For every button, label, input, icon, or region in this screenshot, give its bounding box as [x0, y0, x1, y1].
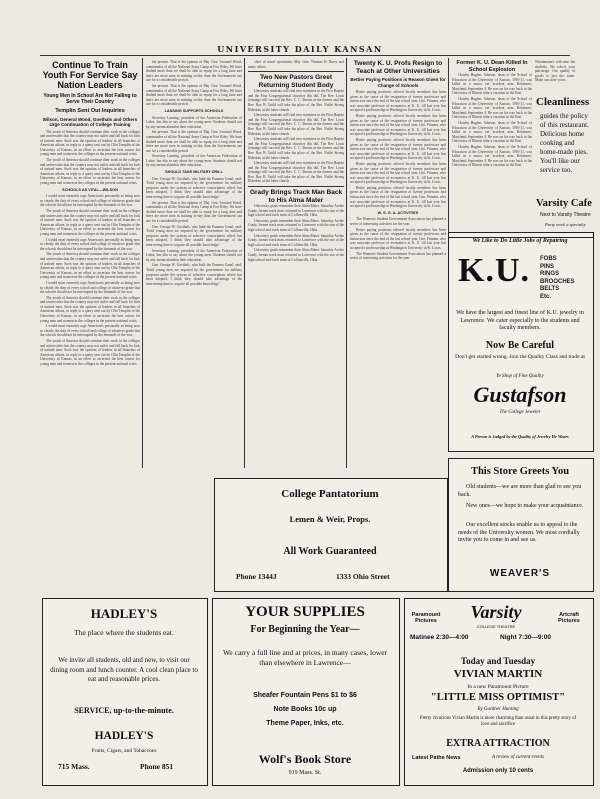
ad-hadleys-service: SERVICE, up-to-the-minute.: [74, 706, 174, 715]
ad-pantatorium-address: 1333 Ohio Street: [336, 572, 390, 581]
ad-pantatorium-title: College Pantatorium: [281, 488, 379, 500]
article-body: Gen. George W. Goethals, who built the Panama Canal, said: 'Until young men are required by the government for military purposes under the system of selective conscription which has been adopted, I think they should take advantage of the intervening time to acquire all possible knowledge.': [146, 263, 242, 286]
ad-ku-slogan: Now Be Careful: [485, 340, 555, 351]
ad-cleanliness-title: Cleanliness: [536, 96, 590, 108]
ad-supplies-body: We carry a full line and at prices, in many cases, lower than elsewhere in Lawrence—: [222, 648, 388, 667]
ad-varsity-night: Night 7:30—9:00: [500, 634, 551, 641]
ad-supplies-item: Note Books 10c up: [273, 706, 337, 713]
crosshead: LANSING SUPPORTS SCHOOLS: [164, 108, 224, 113]
article-body: Better paying positions offered faculty members has been given as the cause of the resignation of twenty professors and instructors since the end of the last school year. Geo. Putnam, who was associate professor of economics at K. U. till last year has accepted a professorship at Washington University in St. Louis.: [350, 137, 446, 161]
ad-ku-body: We have the largest and finest line of K.U. jewelry in Lawrence. We cater especially to the students and faculty members.: [456, 310, 584, 331]
crosshead: W. S. G. A. ACTIVITIES: [377, 210, 419, 215]
crosshead: SHOULD TAKE MILITARY DRILL: [165, 170, 223, 175]
article-body: Secretary Lansing, president of the American Federation of Labor, has this to say about the young men: Students should not by any means abandon their education.: [146, 154, 242, 168]
article-body: the present. That is the opinion of Maj. Gen. Leonard Wood, commander of all the National Army Camp at Fort Riley. We have drafted more than we shall be able to equip for a long time and there are more men in training to-day than the Government can use for a considerable period.: [146, 200, 242, 223]
ad-supplies-item: Theme Paper, Inks, etc.: [266, 720, 344, 727]
ad-ku-item: BROOCHES: [540, 278, 575, 285]
ad-ku-shop-intro: Ye Shop of Fine Quality: [496, 374, 544, 379]
subhead-wilson: Wilson, General Wood, Goethals and Others Urge Continuation of College Training: [42, 116, 138, 127]
ad-varsity-left: Paramount Pictures: [411, 612, 441, 624]
ad-supplies-store-name: Wolf's Book Store: [258, 752, 352, 766]
ad-ku-shop-name: Gustafson: [473, 382, 567, 407]
ad-ku-item: BELTS: [540, 286, 560, 292]
ad-varsity-blurb: Pretty vivacious Vivian Martin is more charming than usual in this pretty story of love and sacrifice: [419, 716, 577, 727]
article-body: chief of naval operations; Maj. Gen. Thomas H. Barry and many others.: [248, 60, 344, 69]
ad-hadleys-body: We invite all students, old and new, to visit our dining room and lunch counter. A cool clean place to eat and reasonable prices.: [50, 656, 198, 683]
article-divider: [248, 71, 344, 72]
ad-weavers-p1: Old students—we are more than glad to see you back.: [458, 484, 582, 498]
ad-intro: Windemann's welcome the students. We solicit your patronage. Our quality of goods is just the same. Make our store yours.: [535, 60, 575, 83]
ad-varsity-star: VIVIAN MARTIN: [453, 668, 543, 680]
ad-hadleys-title: HADLEY'S: [90, 606, 158, 621]
ad-varsity-in: In a new Paramount Picture: [467, 684, 529, 690]
ad-varsity-logo-sub: COLLEGE THEATRE: [476, 624, 516, 629]
article-body: Secretary Lansing, president of the American Federation of Labor, has this to say about the young men: Students should not by any means abandon their education.: [146, 115, 242, 129]
article-body: The youth of America should continue their work in the colleges and universities that the country may not suffer and fall back for lack of trained men. Such was the opinion of leaders in all branches of American affairs, in reply to a query sent out by Olin Templin of the University of Kansas, in an effort to ascertain the best course for young men and women in the colleges in the present national crisis.: [40, 129, 140, 157]
ad-supplies-item: Sheafer Fountain Pens $1 to $6: [253, 692, 357, 699]
ad-hadleys: [42, 598, 208, 786]
article-body: The youth of America should continue their work in the colleges and universities that the country may not suffer and fall back for lack of trained men. Such was the opinion of leaders in all branches of American affairs, in reply to a query sent out by Olin Templin of the University of Kansas, in an effort to ascertain the best course for young men and women in the colleges in the present national crisis.: [40, 158, 140, 186]
ad-cafe-location: Next to Varsity Theatre: [540, 212, 591, 218]
ad-varsity-extra: EXTRA ATTRACTION: [446, 738, 550, 749]
ad-cafe-note: Party work a specialty: [545, 222, 586, 227]
article-column-3: [248, 60, 344, 468]
column-rule: [448, 58, 449, 248]
ad-weavers-p3: Our excellent stocks enable us to appeal to the needs of the University women. We most cordially invite you to come in and see us.: [458, 522, 580, 543]
article-column-5: [452, 60, 532, 250]
article-body: University grads remember their Alma Mater. Saturday Archie Grady, former track man, returned to Lawrence with the star of the high school and track team of Collinsville, Okla.: [248, 233, 344, 247]
article-body: Better paying positions offered faculty members has been given as the cause of the resignation of twenty professors and instructors since the end of the last school year. Geo. Putnam, who was associate professor of economics at K. U. till last year has accepted a professorship at Washington University in St. Louis.: [350, 90, 446, 113]
article-body: Better paying positions offered faculty members has been given as the cause of the resignation of twenty professors and instructors since the end of the last school year. Geo. Putnam, who was associate professor of economics at K. U. till last year has accepted a professorship at Washington University in St. Louis.: [350, 227, 446, 250]
article-column-4: [350, 60, 446, 468]
ad-pantatorium-names: Lemen & Weir, Props.: [289, 514, 371, 524]
article-body: the present. That is the opinion of Maj. Gen. Leonard Wood, commander of all the National Army Camp at Fort Riley. We have drafted more than we shall be able to equip for a long time and there are more men in training to-day than the Government can use for a considerable period.: [146, 83, 242, 107]
article-body: I would most earnestly urge American's personally as being now so clearly the duty of every school and college of whatever grade that the schools should not be interrupted by the demands of the war.: [40, 324, 140, 338]
article-body: University grads remember their Alma Mater. Saturday Archie Grady, former track man, returned to Lawrence with the star of the high school and track team of Collinsville, Okla.: [248, 204, 344, 218]
ad-hadleys-phone: Phone 851: [140, 762, 174, 771]
subhead-young-men: Young Men In School Are Not Falling to Serve Their Country: [43, 93, 137, 105]
ad-ku-item: Etc.: [540, 293, 552, 300]
ad-ku-tagline: We Like to Do Little Jobs of Repairing: [472, 238, 568, 244]
ad-pantatorium-guarantee: All Work Guaranteed: [283, 546, 377, 557]
subhead-better-paying: Bettier Paying Positions is Reason Given for Change of Schools: [350, 77, 446, 88]
article-body: Charles Hughes Johnson, dean of the School of Education at the University of Kansas, 1910-11, was killed in a motor car accident near Baltimore, Maryland, September 4. He was on his way back to the University of Illinois after a vacation in the East.: [452, 96, 532, 120]
article-body: The youth of America should continue their work in the colleges and universities that the country may not suffer and fall back for lack of trained men. Such was the opinion of leaders in all branches of American affairs, in reply to a query sent out by Olin Templin of the University of Kansas, in an effort to ascertain the best course for young men and women in the colleges in the present national crisis.: [40, 209, 140, 236]
article-body: Gen. George W. Goethals, who built the Panama Canal, said: 'Until young men are required by the government for military purposes under the system of selective conscription which has been adopted, I think they should take advantage of the intervening time to acquire all possible knowledge.': [146, 224, 242, 247]
ad-pantatorium-phone: Phone 1344J: [236, 572, 277, 581]
ad-supplies-title: YOUR SUPPLIES: [245, 604, 365, 620]
article-body: Charles Hughes Johnson, dean of the School of Education at the University of Kansas, 1910-11, was killed in a motor car accident near Baltimore, Maryland, September 4. He was on his way back to the University of Illinois after a vacation in the East.: [452, 120, 532, 144]
article-body: The youth of America should continue their work in the colleges and universities that the country may not suffer and fall back for lack of trained men. Such was the opinion of leaders in all branches of American affairs, in reply to a query sent out by Olin Templin of the University of Kansas, in an effort to ascertain the best course for young men and women in the colleges in the present national crisis.: [40, 252, 140, 280]
column-rule: [244, 58, 245, 468]
article-body: The youth of America should continue their work in the colleges and universities that the country may not suffer and fall back for lack of trained men. Such was the opinion of leaders in all branches of American affairs, in reply to a query sent out by Olin Templin of the University of Kansas, in an effort to ascertain the best course for young men and women in the colleges in the present national crisis.: [40, 295, 140, 323]
ad-ku-items: [540, 256, 590, 301]
article-column-1: [40, 60, 140, 580]
ad-hadleys-sub: Fruits, Cigars, and Tobaccoes: [91, 748, 157, 754]
article-body: Gen. George W. Goethals, who built the Panama Canal, said: 'Until young men are required by the government for military purposes under the system of selective conscription which has been adopted, I think they should take advantage of the intervening time to acquire all possible knowledge.': [146, 176, 242, 200]
ad-varsity-review: A review of current events: [492, 755, 545, 760]
article-body: Charles Hughes Johnson, dean of the School of Education at the University of Kansas, 1910-11, was killed in a motor car accident near Baltimore, Maryland, September 4. He was on his way back to the University of Illinois after a vacation in the East.: [452, 73, 532, 96]
ad-varsity-admission: Admission only 10 cents: [462, 768, 534, 774]
headline-train-youth: Continue To Train Youth For Service Say Nation Leaders: [42, 60, 138, 90]
ad-varsity-latest: Latest Pathe News: [412, 755, 461, 761]
article-body: The Women's Student Government Association has planned a series of interesting activities for the year.: [350, 251, 446, 261]
article-body: University grads remember their Alma Mater. Saturday Archie Grady, former track man, returned to Lawrence with the star of the high school and track team of Collinsville, Okla.: [248, 218, 344, 233]
article-body: Secretary Lansing, president of the American Federation of Labor, has this to say about the young men: Students should not by any means abandon their education.: [146, 248, 242, 262]
ad-varsity-film: "LITTLE MISS OPTIMIST": [430, 692, 566, 703]
article-body: Better paying positions offered faculty members has been given as the cause of the resignation of twenty professors and instructors since the end of the last school year. Geo. Putnam, who was associate professor of economics at K. U. till last year has accepted a professorship at Washington University in St. Louis.: [350, 113, 446, 137]
headline-new-pastors: Two New Pastors Greet Returning Student Body: [258, 74, 334, 89]
article-body: I would most earnestly urge American's personally as being now so clearly the duty of every school and college of whatever grade that the schools should not be interrupted by the demands of the war.: [40, 194, 140, 208]
article-body: University students will find new ministers in the First Baptist and the First Congregational churches this fall. The Rev. Louis Jennings will succeed the Rev. C. C. Brown at the former and the Rev. Roy B. Guild will take the place of the Rev. Noble Strong Elderkin, at the latter church.: [248, 161, 344, 184]
masthead-rule: [40, 55, 570, 56]
article-body: the present. That is the opinion of Maj. Gen. Leonard Wood, commander of all the National Army Camp at Fort Riley. We have drafted more than we shall be able to equip for a long time and there are more men in training to-day than the Government can use for a considerable period.: [146, 130, 242, 153]
ad-varsity-today: Today and Tuesday: [460, 656, 536, 666]
headline-profs-resign: Twenty K. U. Profs Resign to Teach at Other Universities: [353, 60, 443, 75]
column-rule: [142, 58, 143, 468]
masthead: UNIVERSITY DAILY KANSAN: [217, 44, 383, 54]
headline-dean-killed: Former K. U. Dean Killed In School Explosion: [456, 60, 528, 73]
subhead-templin: Templin Sent Out Inquiries: [55, 108, 125, 114]
ad-weavers-headline: This Store Greets You: [470, 466, 570, 477]
article-body: University students will find new ministers in the First Baptist and the First Congregational churches this fall. The Rev. Louis Jennings will succeed the Rev. C. C. Brown at the former and the Rev. Roy B. Guild will take the place of the Rev. Noble Strong Elderkin, at the latter church.: [248, 89, 344, 112]
ad-weavers-name: WEAVER'S: [489, 568, 551, 579]
ad-cafe-name: Varsity Cafe: [536, 198, 592, 209]
article-body: The youth of America should continue their work in the colleges and universities that the country may not suffer and fall back for lack of trained men. Such was the opinion of leaders in all branches of American affairs, in reply to a query sent out by Olin Templin of the University of Kansas, in an effort to ascertain the best course for young men and women in the colleges in the present national crisis.: [40, 339, 140, 366]
ad-varsity-right: Artcraft Pictures: [558, 612, 580, 624]
article-body: University students will find new ministers in the First Baptist and the First Congregational churches this fall. The Rev. Louis Jennings will succeed the Rev. C. C. Brown at the former and the Rev. Roy B. Guild will take the place of the Rev. Noble Strong Elderkin, at the latter church.: [248, 113, 344, 136]
ad-ku-footer: A Person is Judged by the Quality of Jewelry He Wears: [471, 434, 569, 439]
ad-varsity-logo: Varsity: [470, 602, 522, 622]
article-divider: [248, 186, 344, 187]
article-body: Better paying positions offered faculty members has been given as the cause of the resignation of twenty professors and instructors since the end of the last school year. Geo. Putnam, who was associate professor of economics at K. U. till last year has accepted a professorship at Washington University in St. Louis.: [350, 185, 446, 209]
ad-ku-item: PINS: [540, 263, 555, 270]
article-body: I would most earnestly urge American's personally as being now so clearly the duty of every school and college of whatever grade that the schools should not be interrupted by the demands of the war.: [40, 280, 140, 295]
ad-varsity-matinee: Matinee 2:30—4:00: [410, 634, 469, 641]
ad-varsity-author: By Gardner Hunting: [477, 707, 519, 712]
headline-grady: Grady Brings Track Man Back to His Alma Mater: [249, 189, 343, 204]
ad-hadleys-address: 715 Mass.: [58, 762, 90, 771]
ad-ku-item: RINGS: [540, 271, 560, 277]
ad-weavers-p2: New ones—we hope to make your acquaintance.: [466, 503, 584, 509]
ad-ku-body2: Don't get started wrong. Join the Quality Class and trade at: [455, 354, 585, 360]
ad-ku-logo: K.U.: [458, 252, 530, 289]
ad-hadleys-tagline: The place where the students eat.: [74, 628, 174, 637]
article-body: I would most earnestly urge American's personally as being now so clearly the duty of every school and college of whatever grade that the schools should not be interrupted by the demands of the war.: [40, 237, 140, 251]
article-body: The Women's Student Government Association has planned a series of interesting activities for the year.: [350, 217, 446, 227]
ad-ku-item: FOBS: [540, 256, 557, 262]
article-body: Charles Hughes Johnson, dean of the School of Education at the University of Kansas, 1910-11, was killed in a motor car accident near Baltimore, Maryland, September 4. He was on his way back to the University of Illinois after a vacation in the East.: [452, 144, 532, 168]
ad-cleanliness-body: guides the policy of this restaurant. Delicious home cooking and home-made pies. You'll like our service too.: [540, 112, 589, 174]
column-rule: [346, 58, 347, 468]
ad-hadleys-title2: HADLEY'S: [94, 730, 154, 742]
crosshead: SCHOOLS AS VITAL—WILSON: [62, 187, 118, 192]
article-body: Better paying positions offered faculty members has been given as the cause of the resignation of twenty professors and instructors since the end of the last school year. Geo. Putnam, who was associate professor of economics at K. U. till last year has accepted a professorship at Washington University in St. Louis.: [350, 161, 446, 185]
ad-supplies-subtitle: For Beginning the Year—: [250, 624, 360, 635]
ad-supplies-address: 919 Mass. St.: [288, 770, 322, 776]
article-body: the present. That is the opinion of Maj. Gen. Leonard Wood, commander of all the National Army Camp at Fort Riley. We have drafted more than we shall be able to equip for a long time and there are more men in training to-day than the Government can use for a considerable period.: [146, 60, 242, 83]
ad-ku-shop-sub: The College Jeweler: [499, 410, 541, 415]
article-body: University grads remember their Alma Mater. Saturday Archie Grady, former track man, returned to Lawrence with the star of the high school and track team of Collinsville, Okla.: [248, 248, 344, 262]
article-body: University students will find new ministers in the First Baptist and the First Congregational churches this fall. The Rev. Louis Jennings will succeed the Rev. C. C. Brown at the former and the Rev. Roy B. Guild will take the place of the Rev. Noble Strong Elderkin, at the latter church.: [248, 137, 344, 160]
